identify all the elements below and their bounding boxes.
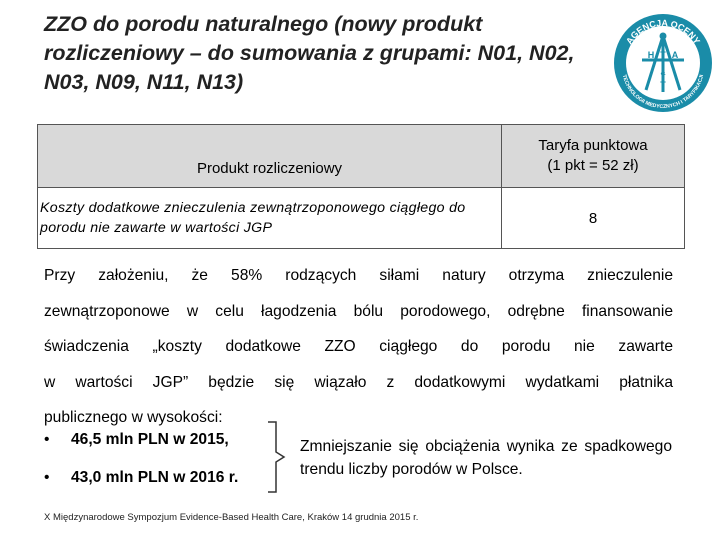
logo-text-bottom: TECHNOLOGII MEDYCZNYCH I TARYFIKACJI [620,74,706,111]
row-rate-value: 8 [502,188,685,249]
body-paragraph [44,258,673,436]
paragraph-line-4: w wartości JGP” będzie się wiązało z dodatkowymi wydatkami płatnika [44,373,673,391]
logo-letter-t2: T [660,80,666,90]
bullet-text: 43,0 mln PLN w 2016 r. [71,469,239,486]
header-rate [502,125,685,188]
logo-letter-t: T [660,50,666,60]
header-product: Produkt rozliczeniowy [38,125,502,188]
paragraph-line-1: Przy założeniu, że 58% rodzących siłami natury otrzyma znieczulenie [44,267,673,284]
tariff-table [37,124,685,249]
logo-letter-h: H [647,50,655,60]
bullet-marker: • [44,431,50,448]
logo-letter-a: A [671,50,679,60]
footer-citation: X Międzynarodowe Sympozjum Evidence-Based Health Care, Kraków 14 grudnia 2015 r. [44,512,419,523]
right-brace [264,420,294,494]
header-rate-line2: (1 pkt = 52 zł) [547,157,639,174]
slide-title: ZZO do porodu naturalnego (nowy produkt rozliczeniowy – do sumowania z grupami: N01, N02, N03, N09, N11, N13) [44,12,575,94]
table-row [38,188,685,249]
header-rate-line1: Taryfa punktowa [538,137,648,154]
hta-agency-logo [612,12,714,114]
paragraph-line-3: świadczenia „koszty dodatkowe ZZO ciągłego do porodu nie zawarte [44,338,673,355]
row-product-name: Koszty dodatkowe znieczulenia zewnątrzoponowego ciągłego do porodu nie zawarte w wartości JGP [38,188,502,249]
bullet-marker: • [44,469,50,486]
paragraph-line-5: publicznego w wysokości: [44,409,223,426]
bullet-text: 46,5 mln PLN w 2015, [71,431,229,448]
logo-ampersand: & [660,70,666,77]
paragraph-line-2: zewnątrzoponowe w celu łagodzenia bólu porodowego, odrębne finansowanie [44,302,673,320]
trend-note: Zmniejszanie się obciążenia wynika ze spadkowego trendu liczby porodów w Polsce. [300,438,672,478]
logo-text-top: AGENCJA OCENY [624,17,703,46]
table-header-row [38,125,685,188]
